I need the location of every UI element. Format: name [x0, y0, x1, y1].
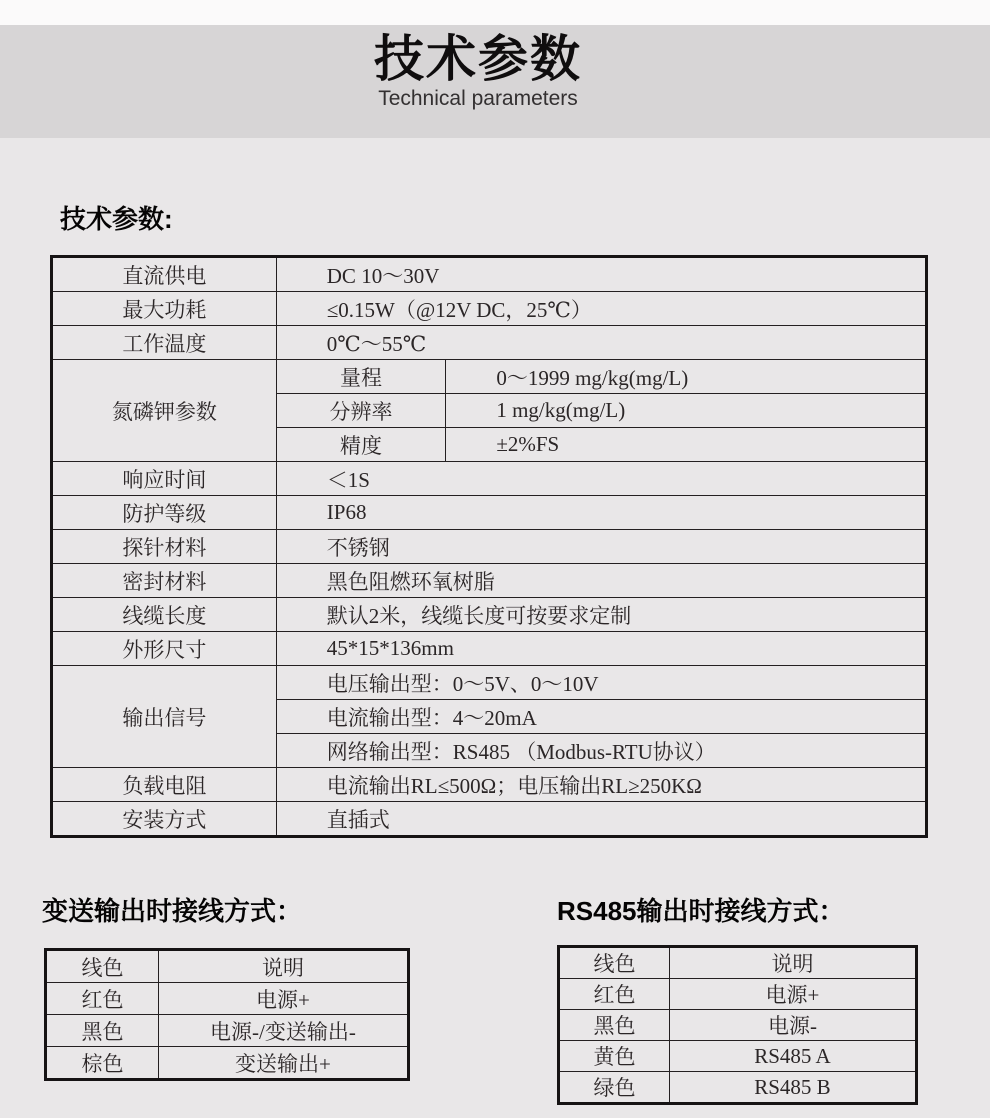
table-row	[52, 564, 927, 598]
spec-value: 45*15*136mm	[276, 632, 926, 666]
spec-table	[50, 255, 928, 838]
wire-desc: 变送输出+	[158, 1047, 408, 1080]
wire-desc-header: 说明	[669, 947, 916, 979]
table-row	[52, 360, 927, 394]
analog-wiring-heading: 变送输出时接线方式：	[42, 896, 303, 926]
wire-desc: 电源-/变送输出-	[158, 1015, 408, 1047]
spec-sublabel: 量程	[276, 360, 446, 394]
spec-label: 密封材料	[52, 564, 277, 598]
wire-color: 黑色	[46, 1015, 159, 1047]
spec-value: 电流输出型：4～20mA	[276, 700, 926, 734]
spec-label: 外形尺寸	[52, 632, 277, 666]
wire-color: 黑色	[559, 1010, 670, 1041]
spec-label: 输出信号	[52, 666, 277, 768]
table-row	[52, 326, 927, 360]
wire-color: 绿色	[559, 1072, 670, 1104]
table-row	[52, 530, 927, 564]
wire-desc: 电源+	[669, 979, 916, 1010]
table-row	[52, 632, 927, 666]
table-row	[559, 979, 917, 1010]
wire-color-header: 线色	[559, 947, 670, 979]
spec-value: 0℃～55℃	[276, 326, 926, 360]
header-band	[0, 25, 990, 138]
spec-label: 探针材料	[52, 530, 277, 564]
spec-value: 黑色阻燃环氧树脂	[276, 564, 926, 598]
spec-value: 网络输出型：RS485 （Modbus-RTU协议）	[276, 734, 926, 768]
table-row	[559, 1041, 917, 1072]
table-row	[46, 1047, 409, 1080]
spec-value: 默认2米，线缆长度可按要求定制	[276, 598, 926, 632]
page-subtitle: Technical parameters	[378, 87, 578, 110]
spec-sublabel: 分辨率	[276, 394, 446, 428]
spec-value: 1 mg/kg(mg/L)	[446, 394, 927, 428]
wire-desc-header: 说明	[158, 950, 408, 983]
spec-value: 0～1999 mg/kg(mg/L)	[446, 360, 927, 394]
spec-value: ＜1S	[276, 462, 926, 496]
spec-label: 最大功耗	[52, 292, 277, 326]
wire-desc: RS485 B	[669, 1072, 916, 1104]
spec-value: DC 10～30V	[276, 257, 926, 292]
analog-wiring-table	[44, 948, 410, 1081]
table-row	[559, 947, 917, 979]
wire-color: 红色	[559, 979, 670, 1010]
spec-sublabel: 精度	[276, 428, 446, 462]
table-row	[52, 802, 927, 837]
table-row	[52, 598, 927, 632]
spec-value: ±2%FS	[446, 428, 927, 462]
spec-value: 不锈钢	[276, 530, 926, 564]
wire-desc: RS485 A	[669, 1041, 916, 1072]
spec-label: 氮磷钾参数	[52, 360, 277, 462]
wire-desc: 电源-	[669, 1010, 916, 1041]
table-row	[52, 257, 927, 292]
table-row	[52, 666, 927, 700]
wire-desc: 电源+	[158, 983, 408, 1015]
spec-label: 安装方式	[52, 802, 277, 837]
spec-section-heading: 技术参数:	[60, 204, 173, 234]
table-row	[559, 1072, 917, 1104]
spec-value: 电流输出RL≤500Ω；电压输出RL≥250KΩ	[276, 768, 926, 802]
table-row	[52, 292, 927, 326]
page-title: 技术参数	[374, 31, 582, 87]
spec-label: 线缆长度	[52, 598, 277, 632]
top-strip	[0, 0, 990, 25]
spec-value: 电压输出型：0～5V、0～10V	[276, 666, 926, 700]
spec-label: 工作温度	[52, 326, 277, 360]
table-row	[46, 983, 409, 1015]
table-row	[52, 462, 927, 496]
wire-color: 红色	[46, 983, 159, 1015]
wire-color: 棕色	[46, 1047, 159, 1080]
spec-value: ≤0.15W（@12V DC，25℃）	[276, 292, 926, 326]
spec-label: 防护等级	[52, 496, 277, 530]
rs485-wiring-heading: RS485输出时接线方式：	[557, 896, 845, 926]
table-row	[46, 1015, 409, 1047]
table-row	[46, 950, 409, 983]
wire-color: 黄色	[559, 1041, 670, 1072]
table-row	[52, 496, 927, 530]
rs485-wiring-table	[557, 945, 918, 1105]
spec-label: 直流供电	[52, 257, 277, 292]
spec-label: 响应时间	[52, 462, 277, 496]
spec-value: IP68	[276, 496, 926, 530]
spec-label: 负载电阻	[52, 768, 277, 802]
spec-value: 直插式	[276, 802, 926, 837]
table-row	[559, 1010, 917, 1041]
wire-color-header: 线色	[46, 950, 159, 983]
table-row	[52, 768, 927, 802]
